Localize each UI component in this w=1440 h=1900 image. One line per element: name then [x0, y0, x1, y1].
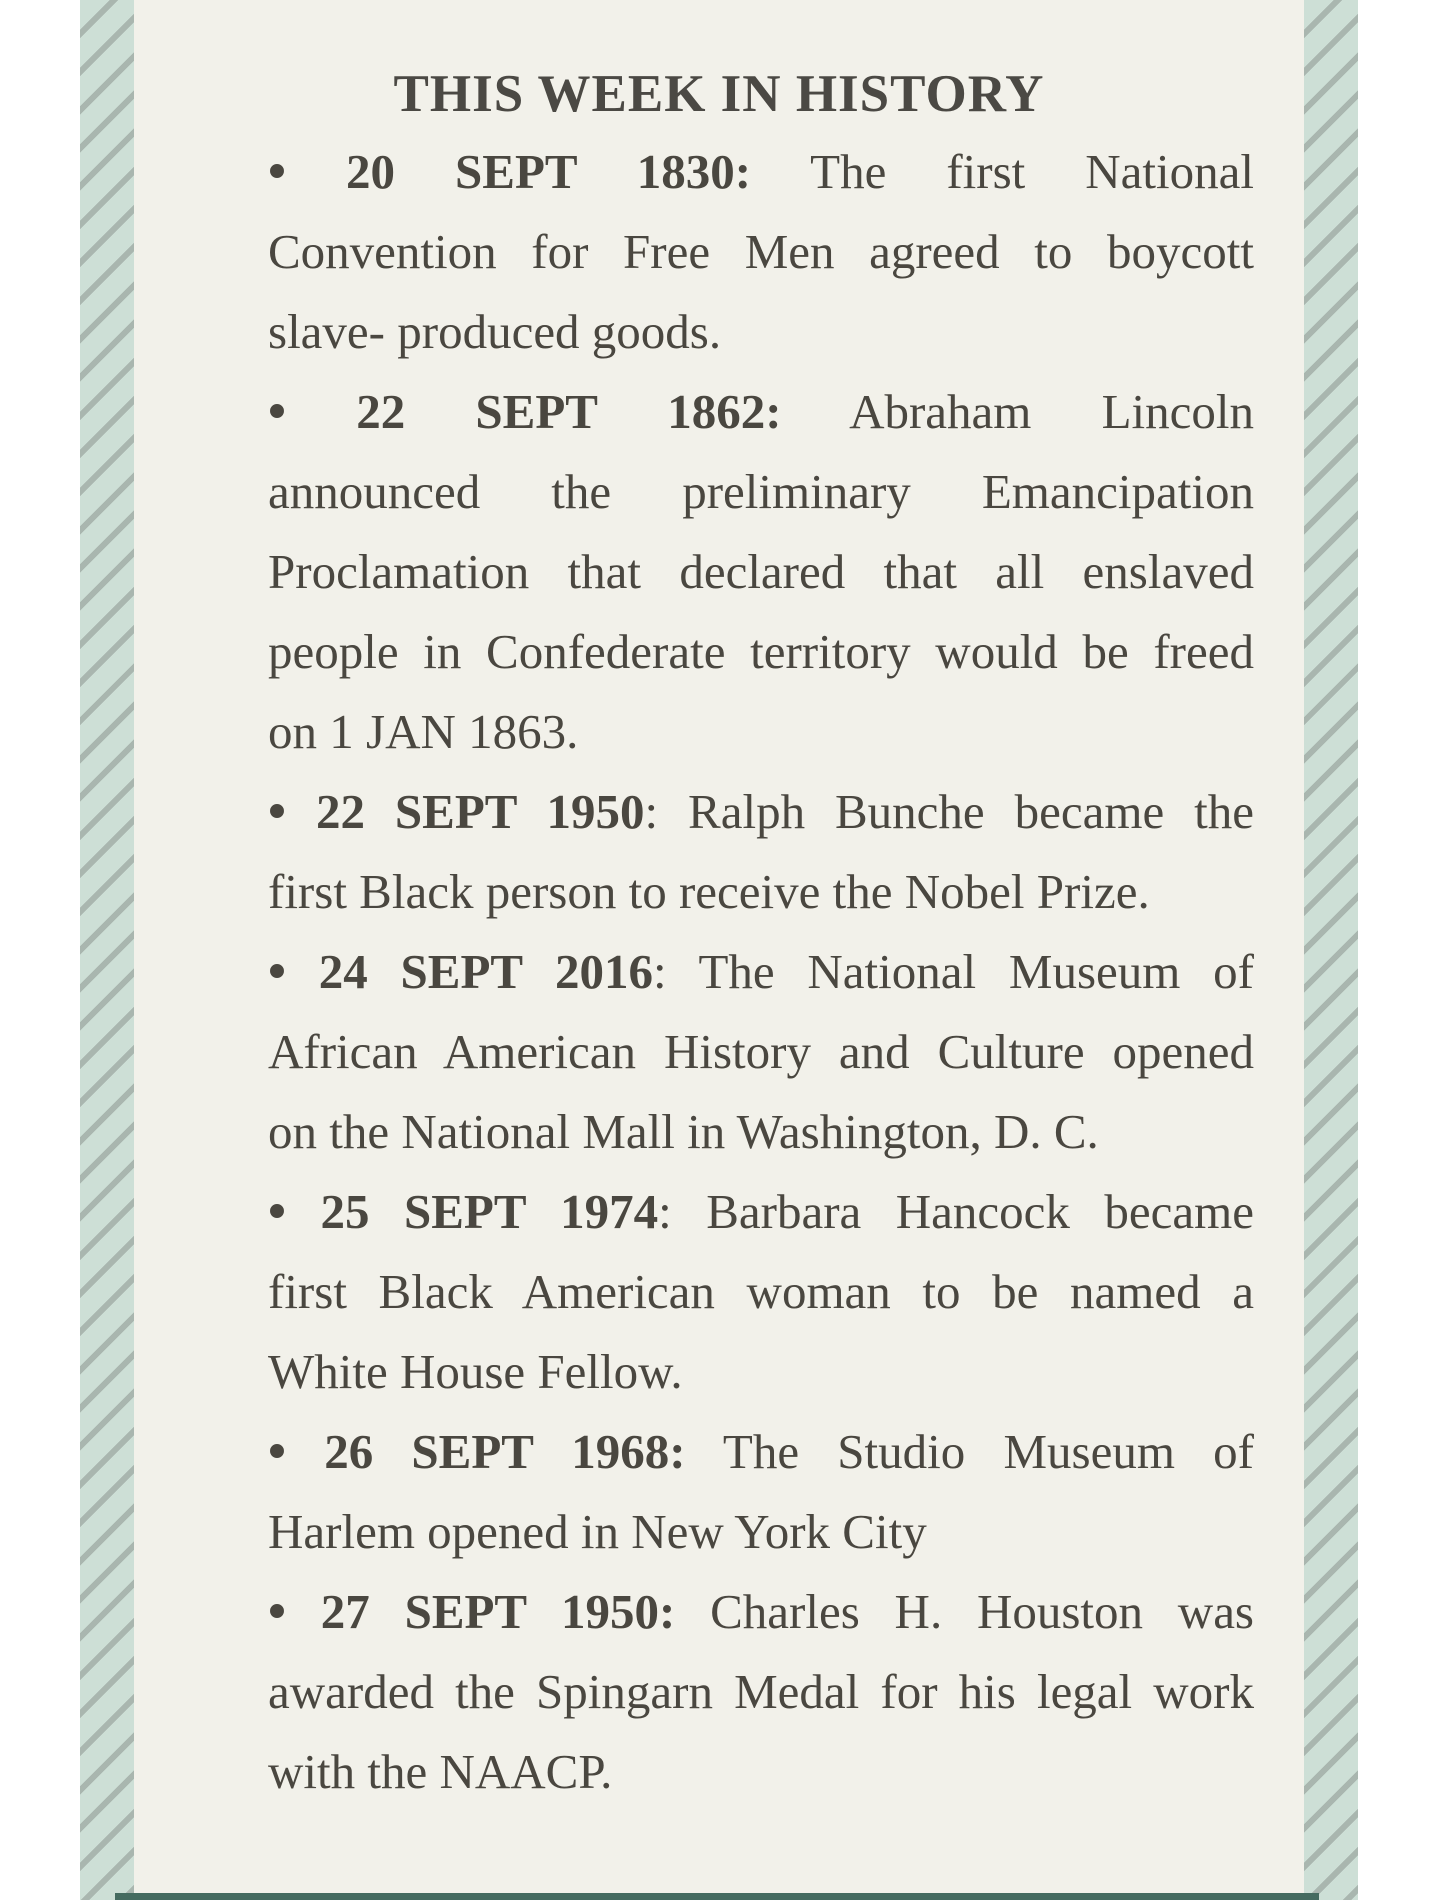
event-line — [268, 292, 1254, 372]
event-item — [268, 132, 1254, 372]
event-line-text: first Black American woman to be named a — [268, 1264, 1254, 1319]
content-panel — [134, 0, 1304, 1900]
bullet-dot: • — [268, 143, 287, 200]
event-line — [268, 1172, 1254, 1252]
event-item — [268, 1172, 1254, 1412]
event-line — [268, 532, 1254, 612]
event-line-text: first Black person to receive the Nobel Prize. — [268, 864, 1150, 919]
left-stripe-border — [80, 0, 134, 1900]
event-line — [268, 852, 1254, 932]
bullet-dot: • — [268, 1183, 287, 1240]
event-date-bold: 22 SEPT 1950 — [315, 784, 645, 839]
events-list — [268, 132, 1254, 1812]
event-line — [268, 1412, 1254, 1492]
event-date-bold: 24 SEPT 2016 — [318, 944, 653, 999]
event-date-bold: 26 SEPT 1968: — [324, 1424, 686, 1479]
event-date-bold: 22 SEPT 1862: — [356, 384, 782, 439]
event-item — [268, 772, 1254, 932]
bullet-dot: • — [268, 783, 287, 840]
event-line — [268, 132, 1254, 212]
event-line — [268, 1012, 1254, 1092]
event-line — [268, 932, 1254, 1012]
event-line-text: announced the preliminary Emancipation — [268, 464, 1254, 519]
bullet-dot: • — [268, 1583, 287, 1640]
page-title: THIS WEEK IN HISTORY — [393, 65, 1045, 123]
event-line — [268, 1332, 1254, 1412]
event-item — [268, 932, 1254, 1172]
event-line-text: on 1 JAN 1863. — [268, 704, 579, 759]
event-line — [268, 692, 1254, 772]
event-line-text: : The National Museum of — [652, 944, 1254, 999]
event-line — [268, 212, 1254, 292]
event-line-text: with the NAACP. — [268, 1744, 613, 1799]
event-line-text: Abraham Lincoln — [781, 384, 1254, 439]
event-line — [268, 612, 1254, 692]
event-line-text: : Barbara Hancock became — [658, 1184, 1255, 1239]
event-line — [268, 772, 1254, 852]
event-date-bold: 20 SEPT 1830: — [346, 144, 752, 199]
event-item — [268, 1412, 1254, 1572]
event-line — [268, 1732, 1254, 1812]
right-stripe-border — [1304, 0, 1358, 1900]
event-line-text: people in Confederate territory would be freed — [268, 624, 1254, 679]
event-line — [268, 1092, 1254, 1172]
event-line — [268, 1492, 1254, 1572]
bullet-dot: • — [268, 1423, 287, 1480]
event-item — [268, 372, 1254, 772]
event-line — [268, 452, 1254, 532]
event-line-text: on the National Mall in Washington, D. C. — [268, 1104, 1099, 1159]
event-line-text: White House Fellow. — [268, 1344, 683, 1399]
event-line-text: Charles H. Houston was — [675, 1584, 1255, 1639]
event-item — [268, 1572, 1254, 1812]
footer-accent-bar — [115, 1893, 1319, 1900]
event-date-bold: 27 SEPT 1950: — [320, 1584, 676, 1639]
event-line-text: The first National — [751, 144, 1255, 199]
event-line — [268, 1252, 1254, 1332]
event-line — [268, 1652, 1254, 1732]
event-line-text: Convention for Free Men agreed to boycott — [268, 224, 1254, 279]
event-line — [268, 372, 1254, 452]
event-line-text: African American History and Culture opened — [268, 1024, 1254, 1079]
event-line-text: : Ralph Bunche became the — [644, 784, 1255, 839]
event-line-text: The Studio Museum of — [685, 1424, 1255, 1479]
bullet-dot: • — [268, 383, 287, 440]
event-date-bold: 25 SEPT 1974 — [320, 1184, 659, 1239]
bullet-dot: • — [268, 943, 287, 1000]
event-line-text: awarded the Spingarn Medal for his legal work — [268, 1664, 1254, 1719]
event-line-text: slave- produced goods. — [268, 304, 722, 359]
event-line-text: Proclamation that declared that all enslaved — [268, 544, 1254, 599]
event-line-text: Harlem opened in New York City — [268, 1504, 927, 1559]
event-line — [268, 1572, 1254, 1652]
